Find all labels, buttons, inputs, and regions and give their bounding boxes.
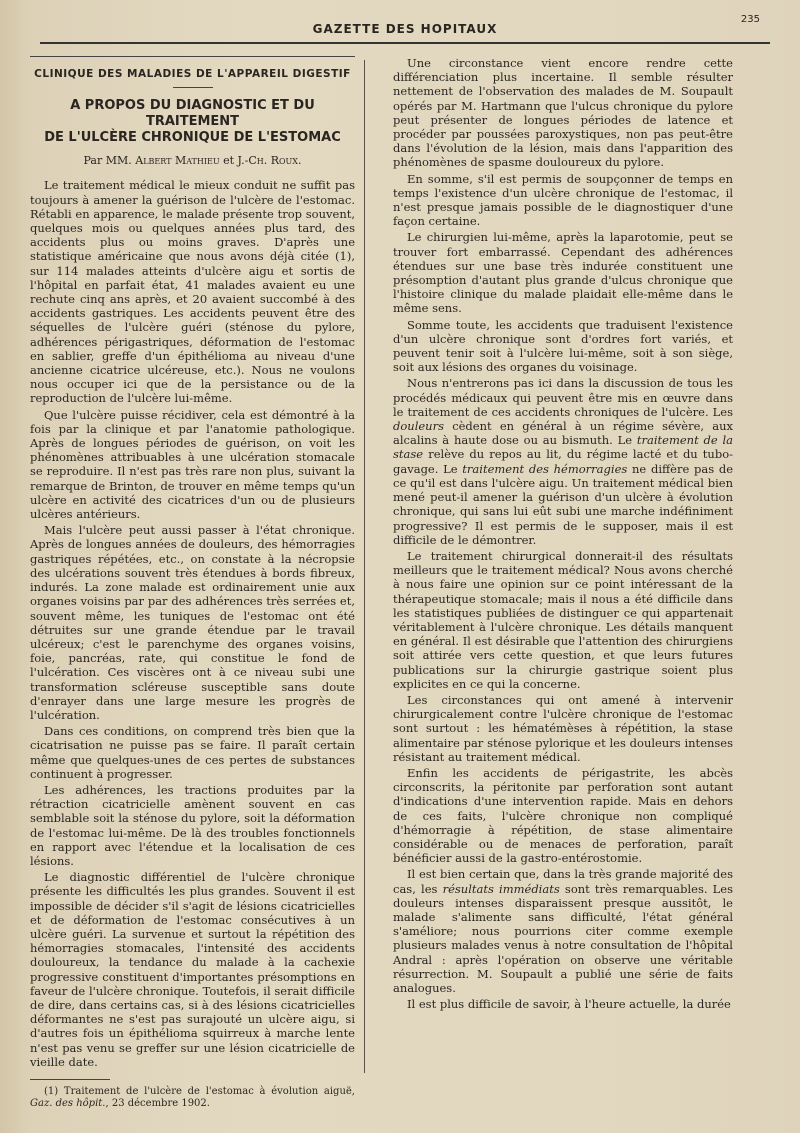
section-heading: CLINIQUE DES MALADIES DE L'APPAREIL DIGESTIF (34, 68, 351, 80)
text-run: cèdent en général à un régime sévère, aux alcalins à haute dose ou au bismuth. Le (393, 419, 734, 448)
header-rule (40, 42, 770, 44)
paragraph: Dans ces conditions, on comprend très bien que la cicatrisation ne puisse pas se faire. Il paraît certain même que quelques-unes de ces pertes de substances continuent à progresser. (30, 724, 355, 781)
text-run: relève du repos au lit, du régime lacté et du tubo-gavage. Le (393, 447, 734, 476)
section-divider (173, 87, 213, 88)
paragraph: Le chirurgien lui-même, après la laparotomie, peut se trouver fort embarrassé. Cependant des adhérences étendues sur une base très indurée constituent une présomption d'autant plus grande d'ulcus chronique que l'histoire clinique du malade plaidait elle-même dans le même sens. (393, 230, 733, 316)
paragraph: Les circonstances qui ont amené à intervenir chirurgicalement contre l'ulcère chronique de l'estomac sont surtout : les hématémèses à répétition, la stase alimentaire par sténose pylorique et les douleurs intenses résistant au traitement médical. (393, 692, 733, 764)
article-title (30, 98, 355, 146)
paragraph: Le traitement médical le mieux conduit ne suffit pas toujours à amener la guérison de l'ulcère de l'estomac. Rétabli en apparence, le malade présente trop souvent, quelques mois ou quelques années plus tard, des accidents plus ou moins graves. D'après une statistique américaine que nous avons déjà citée (1), sur 114 malades atteints d'ulcère aigu et sortis de l'hôpital en parfait état, 41 malades avaient eu une rechute cinq ans après, et 20 avaient succombé à des accidents gastriques. Les accidents peuvent être des séquelles de l'ulcère guéri (sténose du pylore, adhérences périgastriques, déformation de l'estomac en sablier, greffe d'un épithélioma au niveau d'une ancienne cicatrice ulcéreuse, etc.). Nous ne voulons nous occuper ici que de la persistance ou de la reproduction de l'ulcère lui-même. (30, 178, 355, 406)
text-run: Nous n'entrerons pas ici dans la discussion de tous les procédés médicaux qui peuvent être mis en œuvre dans le traitement de ces accidents chroniques de l'ulcère. Les (393, 376, 733, 419)
text-run: ne diffère pas de ce qu'il est dans l'ulcère aigu. Un traitement médical bien mené peut-il amener la guérison d'un ulcère à évolution chronique, qui sans lui eût subi une marche indéfiniment progressive? Il est permis de le supposer, mais il est difficile de le démontrer. (393, 461, 734, 547)
page-header (40, 14, 770, 46)
journal-title: GAZETTE DES HOPITAUX (312, 22, 498, 36)
paragraph: En somme, s'il est permis de soupçonner de temps en temps l'existence d'un ulcère chronique de l'estomac, il n'est presque jamais possible de le diagnostiquer d'une façon certaine. (393, 171, 733, 229)
page-number: 235 (740, 14, 760, 25)
article-title-line-2: DE L'ULCÈRE CHRONIQUE DE L'ESTOMAC (44, 130, 341, 146)
footnote (30, 1086, 355, 1110)
italic-run: résultats immédiats (442, 881, 560, 896)
paragraph: Enfin les accidents de périgastrite, les abcès circonscrits, la péritonite par perforation sont autant d'indications d'une intervention rapide. Mais en dehors de ces faits, l'ulcère chronique non compliqué d'hémorragie à répétition, de stase alimentaire considérable ou de menaces de perforation, paraît bénéficier aussi de la gastro-entérostomie. (393, 765, 733, 866)
byline-conjunction: et (223, 154, 235, 168)
byline (30, 154, 355, 168)
paragraph: Mais l'ulcère peut aussi passer à l'état chronique. Après de longues années de douleurs, des hémorragies gastriques répétées, etc., on constate à la nécropsie des ulcérations souvent très étendues à bords fibreux, indurés. La zone malade est ordinairement unie aux organes voisins par par des adhérences très serrées et, souvent même, les tuniques de l'estomac ont été détruites sur une grande étendue par le travail ulcéreux; c'est le parenchyme des organes voisins, foie, pancréas, rate, qui constitue le fond de l'ulcération. Ces viscères ont à ce niveau subi une transformation scléreuse susceptible sans doute d'enrayer dans une large mesure les progrès de l'ulcération. (30, 523, 355, 722)
footnote-date: , 23 décembre 1902. (105, 1098, 210, 1109)
italic-run: douleurs (393, 419, 444, 434)
italic-run: traitement de la stase (393, 433, 734, 462)
paragraph (393, 376, 733, 546)
text-run: Il est bien certain que, dans la très grande majorité des cas, les (393, 867, 733, 896)
column-divider (364, 60, 365, 1073)
paragraph: Somme toute, les accidents que traduisent l'existence d'un ulcère chronique sont d'ordres fort variés, et peuvent tenir soit à l'ulcère lui-même, soit à son siège, soit aux lésions des organes du voisinage. (393, 317, 733, 375)
footnote-text: (1) Traitement de l'ulcère de l'estomac à évolution aiguë, (44, 1086, 355, 1097)
author-name: J.-Ch. Roux. (237, 154, 302, 168)
paragraph (393, 867, 733, 995)
author-name: Albert Mathieu (135, 154, 220, 168)
footnote-rule (30, 1079, 110, 1080)
italic-run: traitement des hémorragies (462, 461, 628, 476)
paragraph: Que l'ulcère puisse récidiver, cela est démontré à la fois par la clinique et par l'anatomie pathologique. Après de longues périodes de guérison, on voit les phénomènes attribuables à une ulcération stomacale se reproduire. Il n'est pas très rare non plus, suivant la remarque de Brinton, de trouver en même temps qu'un ulcère en activité des cicatrices d'un ou de plusieurs ulcères antérieurs. (30, 407, 355, 522)
paragraph: Le traitement chirurgical donnerait-il des résultats meilleurs que le traitement médical? Nous avons cherché à nous faire une opinion sur ce point intéressant de la thérapeutique stomacale; mais il nous a été difficile dans les statistiques publiées de distinguer ce qui appartenait véritablement à l'ulcère chronique. Les détails manquent en général. Il est désirable que l'attention des chirurgiens soit attirée vers cette question, et que leurs futures publications sur la chirurgie gastrique soient plus explicites en ce qui la concerne. (393, 548, 733, 691)
article-title-line-1: A PROPOS DU DIAGNOSTIC ET DU TRAITEMENT (70, 98, 315, 130)
paragraph: Le diagnostic différentiel de l'ulcère chronique présente les difficultés les plus grandes. Souvent il est impossible de décider s'il s'agit de lésions cicatricielles et de déformation de l'estomac consécutives à un ulcère guéri. La survenue et surtout la répétition des hémorragies stomacales, l'intensité des accidents douloureux, la tendance du malade à la cachexie progressive constituent d'importantes présomptions en faveur de l'ulcère chronique. Toutefois, il serait difficile de dire, dans certains cas, si à des lésions cicatricielles déformantes ne s'est pas surajouté un ulcère aigu, si d'autres fois un épithélioma squirreux à marche lente n'est pas venu se greffer sur une lésion cicatricielle de vieille date. (30, 870, 355, 1069)
footnote-journal: Gaz. des hôpit. (30, 1098, 106, 1109)
right-column (393, 56, 733, 1093)
left-column (30, 56, 355, 1109)
byline-prefix: Par MM. (83, 154, 132, 168)
paragraph: Il est plus difficile de savoir, à l'heure actuelle, la durée (407, 997, 731, 1012)
paragraph: Les adhérences, les tractions produites par la rétraction cicatricielle amènent souvent en cas semblable soit la sténose du pylore, soit la déformation de l'estomac lui-même. De là des troubles fonctionnels en rapport avec l'étendue et la localisation de ces lésions. (30, 782, 355, 868)
paragraph: Une circonstance vient encore rendre cette différenciation plus incertaine. Il semble résulter nettement de l'observation des malades de M. Soupault opérés par M. Hartmann que l'ulcus chronique du pylore peut présenter de longues périodes de latence et procéder par poussées paroxystiques, non pas peut-être dans l'évolution de la lésion, mais dans l'apparition des phénomènes de spasme douloureux du pylore. (393, 56, 733, 170)
text-run: sont très remarquables. Les douleurs intenses disparaissent presque aussitôt, le malade s'alimente sans difficulté, l'état général s'améliore; nous pourrions citer comme exemple plusieurs malades venus à notre consultation de l'hôpital Andral : après l'opération on observe une véritable résurrection. M. Soupault a publié une série de faits analogues. (393, 881, 734, 995)
section-top-rule (30, 56, 355, 57)
